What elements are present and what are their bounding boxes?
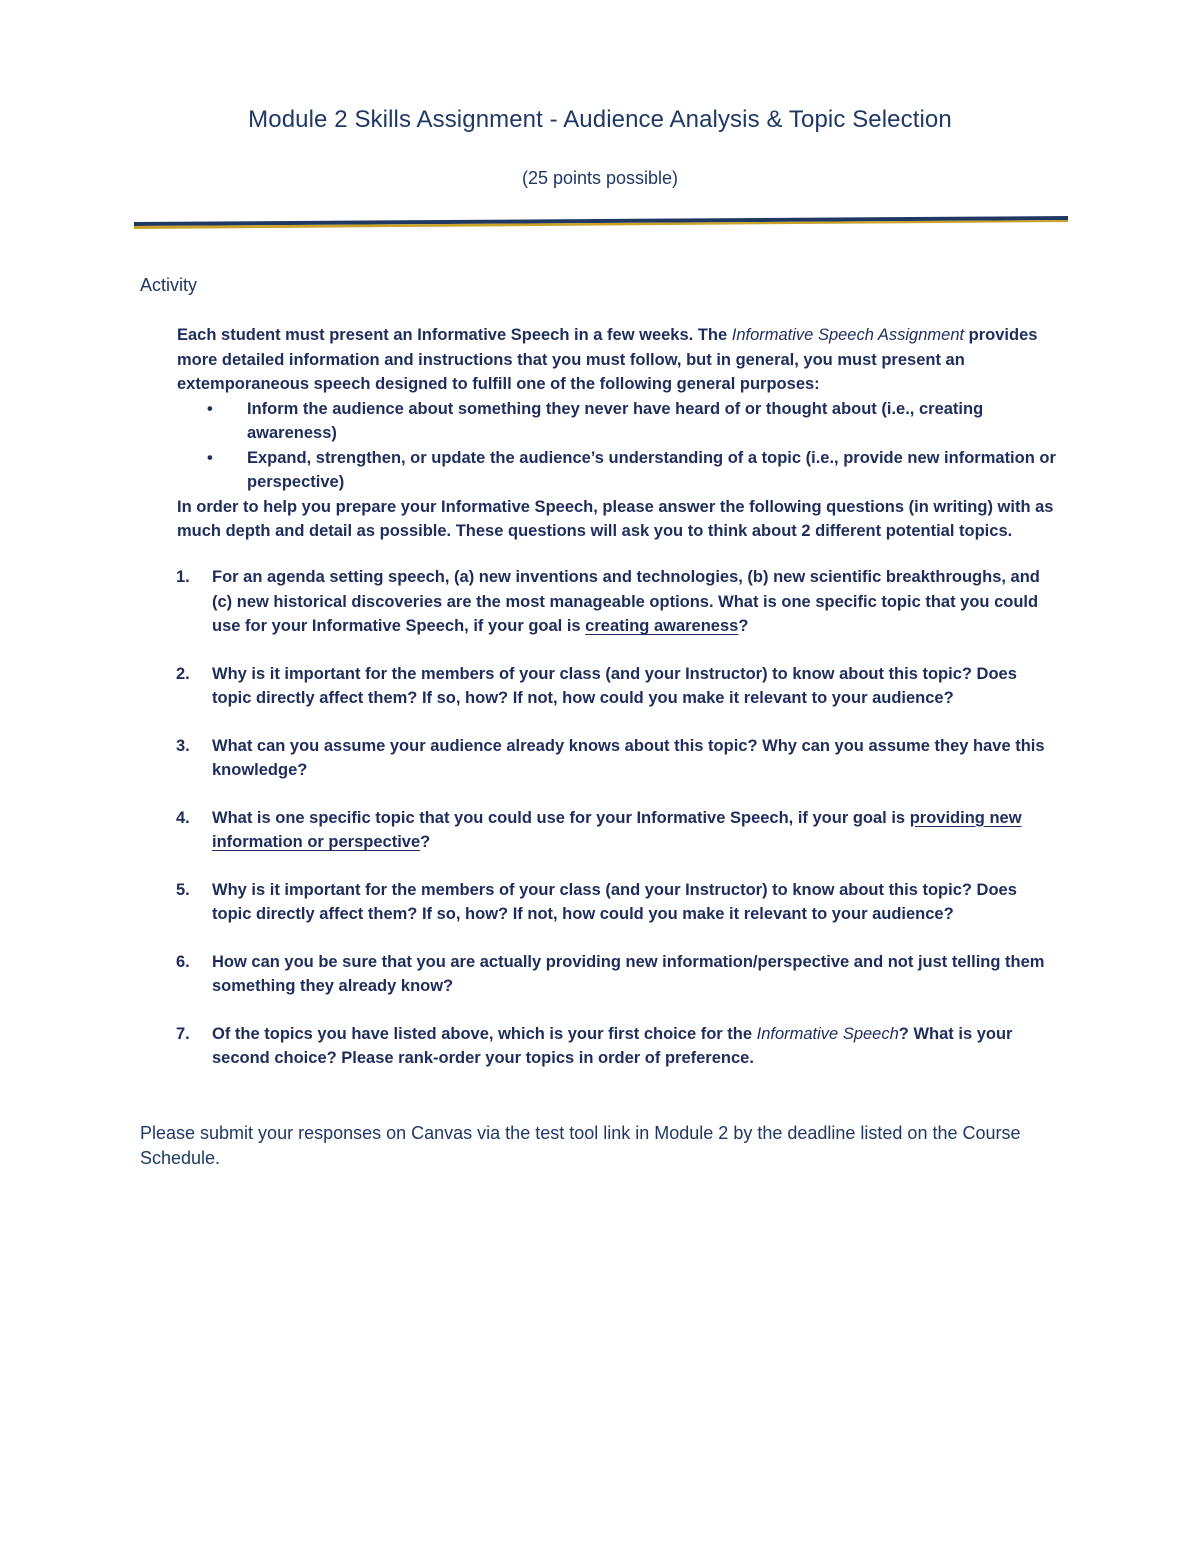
- question-number: 5.: [176, 880, 190, 899]
- intro-text-end: provides more detailed information and instructions that you must follow, but in general, you must present an extemporaneous speech designed to fulfill one of the following general purposes:: [177, 326, 1038, 393]
- question-text: What is one specific topic that you could use for your Informative Speech, if your goal is: [212, 808, 910, 827]
- list-item: [176, 950, 1056, 999]
- purpose-list: [177, 397, 1067, 495]
- question-text: Why is it important for the members of your class (and your Instructor) to know about this topic? Does topic directly affect them? If so, how? If not, how could you make it relevant to your audience?: [212, 664, 1017, 707]
- question-number: 3.: [176, 736, 190, 755]
- list-item: [176, 565, 1056, 639]
- question-emphasis: providing new information or perspective: [212, 808, 1022, 851]
- purpose-text: Inform the audience about something they never have heard of or thought about (i.e., creating awareness): [247, 399, 984, 442]
- purpose-text: Expand, strengthen, or update the audience’s understanding of a topic (i.e., provide new information or perspective): [247, 448, 1056, 491]
- section-heading-activity: Activity: [140, 275, 198, 295]
- question-text: How can you be sure that you are actually providing new information/perspective and not just telling them something they already know?: [212, 952, 1045, 995]
- question-number: 1.: [176, 568, 190, 586]
- bullet-dot-icon: •: [207, 448, 213, 467]
- question-number: 7.: [176, 1024, 190, 1043]
- intro-text-start: Each student must present an Informative Speech in a few weeks. The: [177, 326, 732, 344]
- list-item: [176, 878, 1056, 927]
- list-item: [177, 397, 1067, 446]
- title-divider: [134, 213, 1068, 231]
- submission-note: Please submit your responses on Canvas via the test tool link in Module 2 by the deadline listed on the Course Schedule.: [140, 1123, 1021, 1168]
- question-text: For an agenda setting speech, (a) new inventions and technologies, (b) new scientific breakthroughs, and (c) new historical discoveries are the most manageable options. What is one specific topic that you could use for your Informative Speech, if your goal is: [212, 568, 1040, 635]
- bullet-dot-icon: •: [207, 399, 213, 418]
- question-list: [176, 565, 1056, 1094]
- question-end: ?: [738, 617, 749, 635]
- question-emphasis: creating awareness: [585, 617, 739, 635]
- list-item: [176, 734, 1056, 783]
- question-number: 2.: [176, 664, 190, 683]
- points-subtitle: (25 points possible): [521, 168, 679, 188]
- list-item: [176, 1022, 1056, 1071]
- intro-assignment-name: Informative Speech Assignment: [731, 326, 965, 344]
- question-end: ?: [420, 833, 431, 851]
- question-emphasis: Informative Speech: [756, 1024, 899, 1043]
- instructions-paragraph: In order to help you prepare your Informative Speech, please answer the following questions (in writing) with as much depth and detail as possible. These questions will ask you to think about 2 different potential topics.: [177, 497, 1054, 540]
- question-number: 4.: [176, 808, 190, 827]
- list-item: [176, 662, 1056, 711]
- list-item: [176, 806, 1056, 855]
- question-end: ? What is your second choice? Please rank-order your topics in order of preference.: [212, 1024, 1013, 1067]
- activity-body: [177, 323, 1067, 544]
- question-text: Of the topics you have listed above, which is your first choice for the: [212, 1024, 757, 1043]
- question-text: Why is it important for the members of your class (and your Instructor) to know about this topic? Does topic directly affect them? If so, how? If not, how could you make it relevant to your audience?: [212, 880, 1017, 923]
- question-text: What can you assume your audience already knows about this topic? Why can you assume they have this knowledge?: [212, 736, 1045, 779]
- list-item: [177, 446, 1067, 495]
- question-number: 6.: [176, 952, 190, 971]
- intro-paragraph: [177, 323, 1067, 397]
- page-title: Module 2 Skills Assignment - Audience Analysis & Topic Selection: [248, 106, 952, 133]
